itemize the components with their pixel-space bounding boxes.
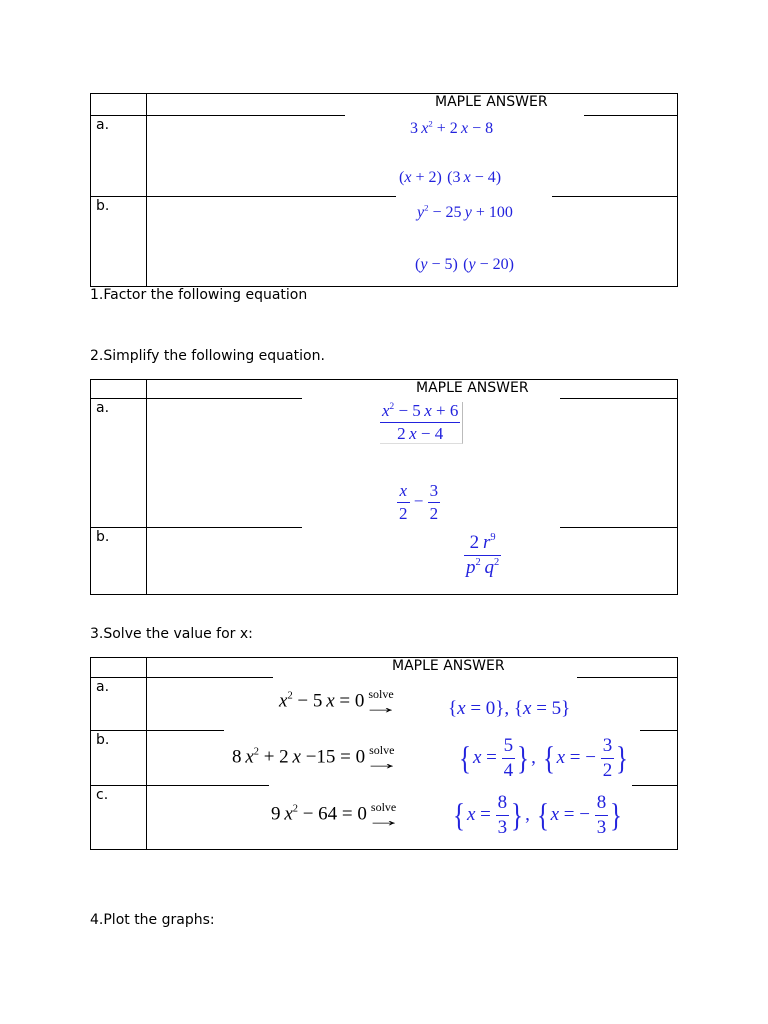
section2-title: 2.Simplify the following equation. [90,348,325,364]
row-divider [577,677,678,678]
row-divider [560,527,678,528]
section3-title: 3.Solve the value for x: [90,626,253,642]
maple-answer-header: MAPLE ANSWER [416,380,529,396]
row-label-b: b. [96,732,110,748]
row-divider [90,677,273,678]
section4-title: 4.Plot the graphs: [90,912,215,928]
simplify-expression-a: $\frac{x^2 - 5 x + 6}{2 x - 4}$ [380,402,463,444]
solve-equation-a: $x^2 - 5$ x = 0 solve → [279,687,400,717]
row-label-a: a. [96,400,110,416]
row-divider [640,730,678,731]
row-divider [90,785,269,786]
row-label-c: c. [96,787,109,803]
column-divider [146,379,147,595]
factor-answer-b: (y − 5) (y − 20) [415,256,514,273]
solve-solution-a: {x = 0}, {x = 5} [448,698,571,719]
row-label-b: b. [96,198,110,214]
row-divider [552,196,678,197]
column-divider [146,93,147,287]
row-label-b: b. [96,529,110,545]
row-divider [584,115,678,116]
row-label-a: a. [96,117,110,133]
factor-expression-a: 3 $x^2 + 2$ x − 8 [410,118,494,137]
solve-solution-b: { x = $\frac{5}{4}$ } , { x = − $\frac{3}{2}$ } [458,735,629,781]
solve-solution-c: { x = $\frac{8}{3}$ } , { x = − $\frac{8}{3}$ } [452,792,623,838]
simplify-answer-a: $\frac{x}{2}$ − $\frac{3}{2}$ [399,481,439,523]
solve-equation-b: 8 $x^2 + 2$ x −15 = 0 solve → [232,743,401,773]
section1-caption: 1.Factor the following equation [90,287,308,303]
simplify-expression-b: $\frac{2 r^9}{p^2 q^2}$ [466,532,500,578]
row-divider [146,115,345,116]
row-label-a: a. [96,679,110,695]
row-divider [90,196,396,197]
maple-answer-header: MAPLE ANSWER [392,658,505,674]
factor-answer-a: (x + 2) (3 x − 4) [399,169,502,186]
row-divider [560,398,678,399]
row-divider [90,115,147,116]
row-divider [632,849,678,850]
row-divider [90,730,224,731]
factor-expression-b: $y^2 - 25$ y + 100 [417,202,513,221]
column-divider [146,657,147,850]
row-divider [90,398,302,399]
maple-answer-header: MAPLE ANSWER [435,94,548,110]
row-divider [90,527,302,528]
factor-table-border [90,93,678,287]
row-divider [90,849,269,850]
row-divider [632,785,678,786]
solve-equation-c: 9 $x^2 - 64 = 0$ solve → [271,800,403,830]
